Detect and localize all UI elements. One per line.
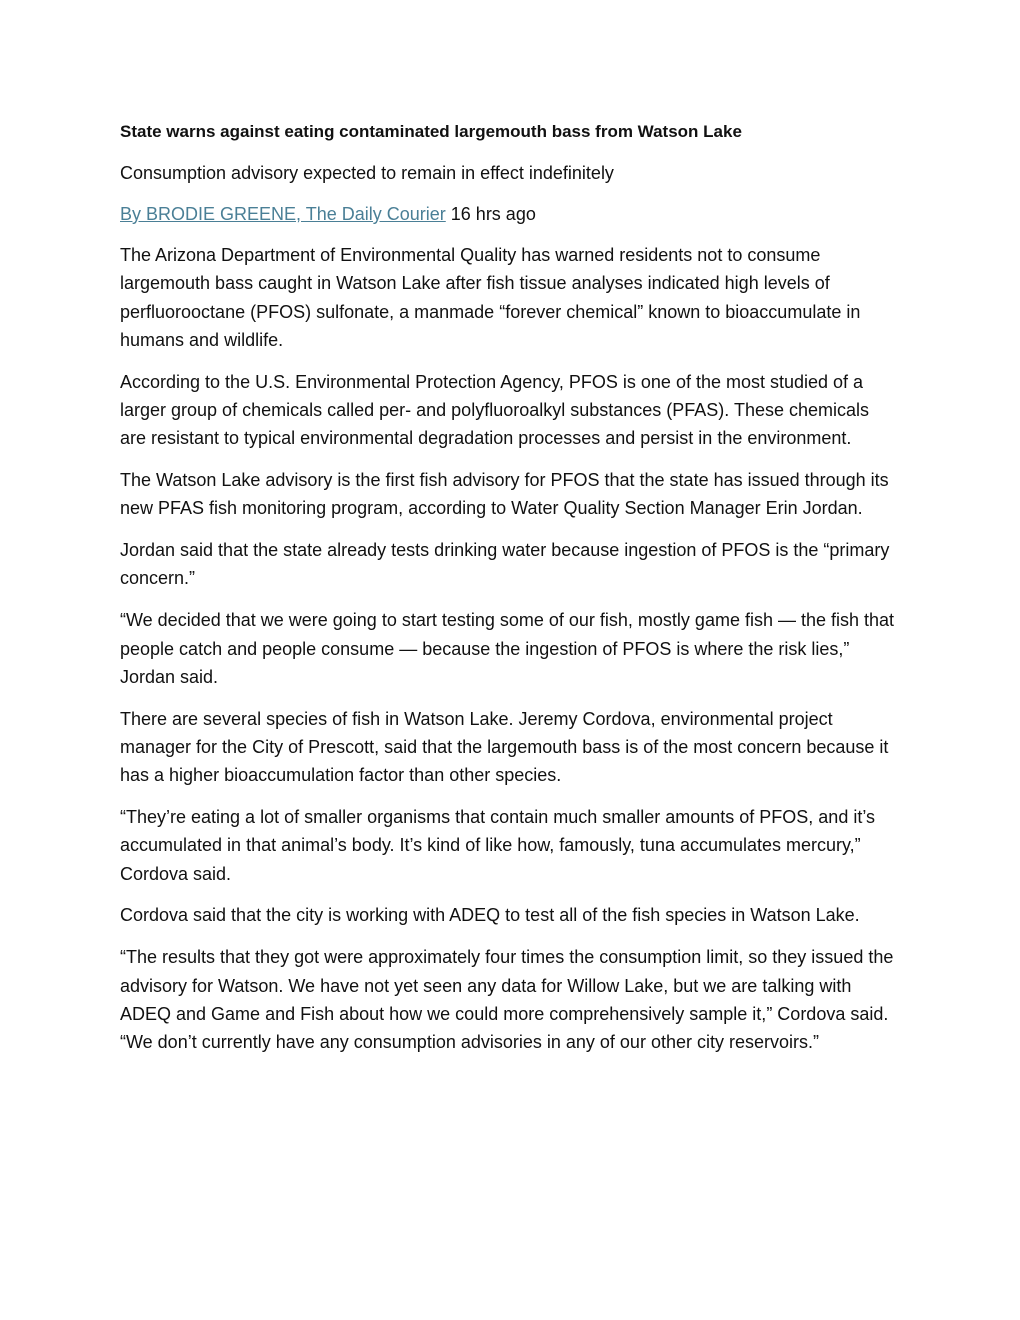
- article-subheadline: Consumption advisory expected to remain in effect indefinitely: [120, 163, 614, 183]
- article: [120, 118, 900, 1070]
- publish-time: 16 hrs ago: [450, 204, 536, 224]
- article-paragraph: Cordova said that the city is working with ADEQ to test all of the fish species in Watson Lake.: [120, 905, 860, 926]
- article-paragraph: There are several species of fish in Watson Lake. Jeremy Cordova, environmental project manager for the City of Prescott, said that the largemouth bass is of the most concern because it has a higher bioaccumulation factor than other species.: [120, 708, 889, 786]
- byline: [120, 200, 900, 228]
- article-paragraph: The Watson Lake advisory is the first fish advisory for PFOS that the state has issued through its new PFAS fish monitoring program, according to Water Quality Section Manager Erin Jordan.: [120, 470, 889, 519]
- article-paragraph: Jordan said that the state already tests drinking water because ingestion of PFOS is the “primary concern.”: [120, 540, 890, 589]
- article-paragraph: According to the U.S. Environmental Protection Agency, PFOS is one of the most studied of a larger group of chemicals called per- and polyfluoroalkyl substances (PFAS). These chemicals are resistant to typical environmental degradation processes and persist in the environment.: [120, 371, 870, 449]
- article-paragraph: “We decided that we were going to start testing some of our fish, mostly game fish — the fish that people catch and people consume — because the ingestion of PFOS is where the risk lies,” Jordan said.: [120, 610, 895, 687]
- article-headline: State warns against eating contaminated largemouth bass from Watson Lake: [120, 122, 742, 141]
- article-paragraph: “The results that they got were approximately four times the consumption limit, so they issued the advisory for Watson. We have not yet seen any data for Willow Lake, but we are talking with ADEQ and Game and Fish about how we could more comprehensively sample it,” Cordova said. “We don’t currently have any consumption advisories in any of our other city reservoirs.”: [120, 947, 894, 1053]
- article-paragraph: “They’re eating a lot of smaller organisms that contain much smaller amounts of PFOS, and it’s accumulated in that animal’s body. It’s kind of like how, famously, tuna accumulates mercury,” Cordova said.: [120, 807, 875, 884]
- article-paragraph: The Arizona Department of Environmental Quality has warned residents not to consume largemouth bass caught in Watson Lake after fish tissue analyses indicated high levels of perfluorooctane (PFOS) sulfonate, a manmade “forever chemical” known to bioaccumulate in humans and wildlife.: [120, 245, 861, 350]
- author-link[interactable]: By BRODIE GREENE, The Daily Courier: [120, 204, 446, 224]
